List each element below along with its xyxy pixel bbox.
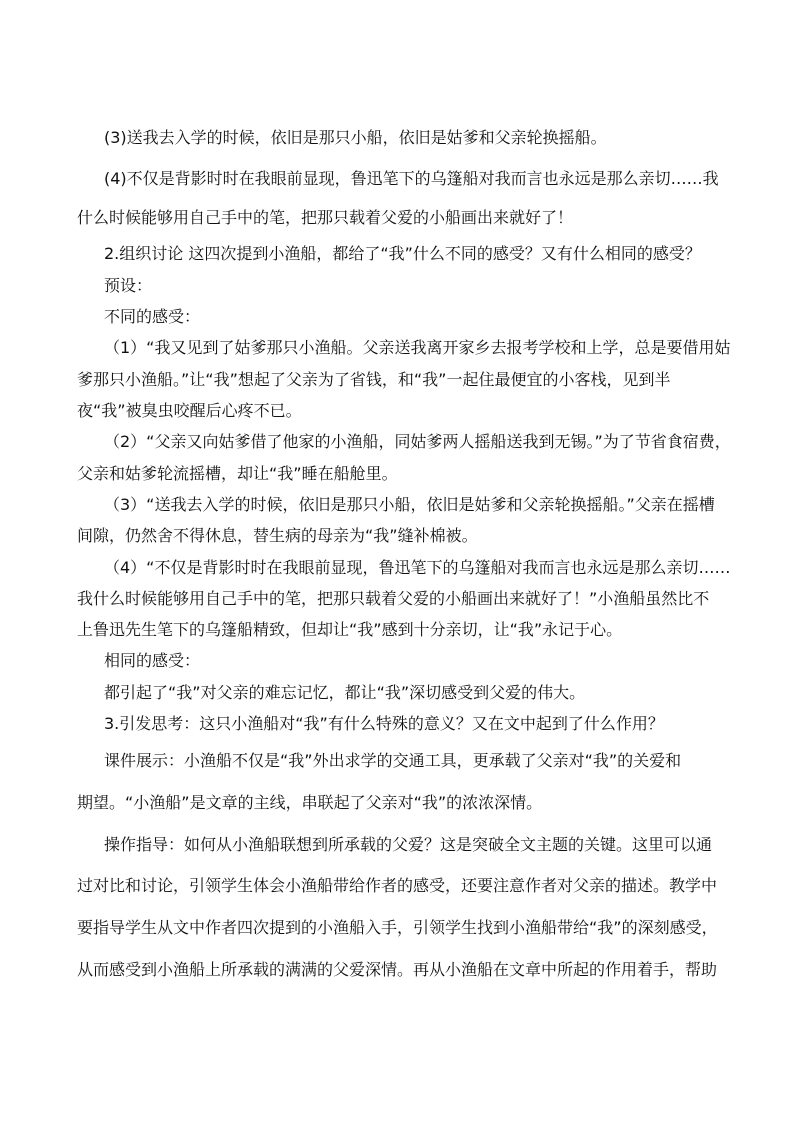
step3-title: 3.引发思考：这只小渔船对“我”有什么特殊的意义？又在文中起到了什么作用？ <box>104 714 664 733</box>
same-text: 都引起了“我”对父亲的难忘记忆，都让“我”深切感受到父爱的伟大。 <box>104 683 586 702</box>
courseware-line-2: 期望。“小渔船”是文章的主线，串联起了父亲对“我”的浓浓深情。 <box>77 793 543 812</box>
different-2-line-1: （2）“父亲又向姑爹借了他家的小渔船，同姑爹两人摇船送我到无锡。”为了节省食宿费， <box>104 432 731 451</box>
guide-line-3: 要指导学生从文中作者四次提到的小渔船入手，引领学生找到小渔船带给“我”的深刻感受， <box>77 918 718 937</box>
different-4-line-3: 上鲁迅先生笔下的乌篷船精致，但却让“我”感到十分亲切，让“我”永记于心。 <box>77 620 623 639</box>
para4-line-2: 什么时候能够用自己手中的笔，把那只载着父爱的小船画出来就好了！ <box>77 208 574 227</box>
guide-line-4: 从而感受到小渔船上所承载的满满的父爱深情。再从小渔船在文章中所起的作用着手，帮助 <box>77 960 718 979</box>
different-1-line-3: 夜“我”被臭虫咬醒后心疼不已。 <box>77 401 302 420</box>
different-1-line-2: 爹那只小渔船。”让“我”想起了父亲为了省钱，和“我”一起住最便宜的小客栈，见到半 <box>77 370 671 389</box>
different-4-line-2: 我什么时候能够用自己手中的笔，把那只载着父爱的小船画出来就好了！”小渔船虽然比不 <box>77 589 710 608</box>
different-4-line-1: （4）“不仅是背影时时在我眼前显现，鲁迅笔下的乌篷船对我而言也永远是那么亲切…… <box>104 558 731 577</box>
para4-line-1: (4)不仅是背影时时在我眼前显现，鲁迅笔下的乌篷船对我而言也永远是那么亲切……我 <box>104 169 719 188</box>
para3-line-1: (3)送我去入学的时候，依旧是那只小船，依旧是姑爹和父亲轮换摇船。 <box>104 128 607 147</box>
same-label: 相同的感受： <box>104 651 201 670</box>
different-3-line-1: （3）“送我去入学的时候，依旧是那只小船，依旧是姑爹和父亲轮换摇船。”父亲在摇槽 <box>104 495 715 514</box>
guide-line-2: 过对比和讨论，引领学生体会小渔船带给作者的感受，还要注意作者对父亲的描述。教学中 <box>77 876 718 895</box>
step2-title: 2.组织讨论 这四次提到小渔船，都给了“我”什么不同的感受？又有什么相同的感受？ <box>104 244 701 263</box>
guide-line-1: 操作指导：如何从小渔船联想到所承载的父爱？这是突破全文主题的关键。这里可以通 <box>104 835 713 854</box>
preset-label: 预设： <box>104 276 153 295</box>
different-2-line-2: 父亲和姑爹轮流摇槽，却让“我”睡在船舱里。 <box>77 464 398 483</box>
different-3-line-2: 间隙，仍然舍不得休息，替生病的母亲为“我”缝补棉被。 <box>77 526 478 545</box>
different-1-line-1: （1）“我又见到了姑爹那只小渔船。父亲送我离开家乡去报考学校和上学，总是要借用姑 <box>104 338 731 357</box>
courseware-line-1: 课件展示：小渔船不仅是“我”外出求学的交通工具，更承载了父亲对“我”的关爱和 <box>104 751 682 770</box>
different-label: 不同的感受： <box>104 307 201 326</box>
